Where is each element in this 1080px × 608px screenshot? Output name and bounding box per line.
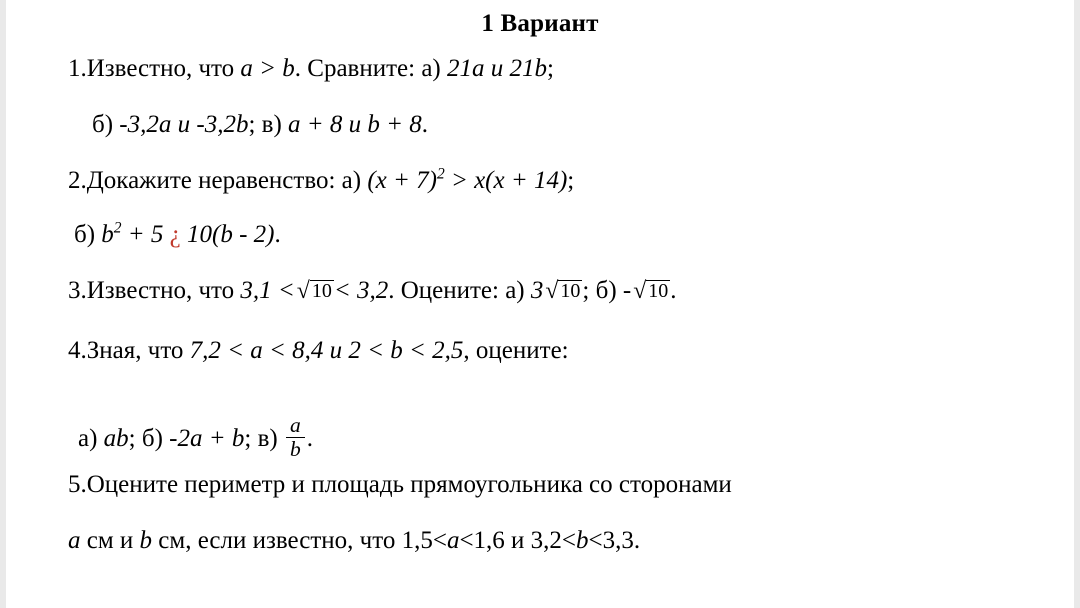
sqrt-radicand-1: 10 xyxy=(311,280,332,302)
task-5-line-1 xyxy=(68,472,732,497)
page-right-edge xyxy=(1074,0,1080,608)
radical-icon: √ xyxy=(296,278,310,304)
task-5-text-2: см, если известно, что 1,5< xyxy=(152,527,447,554)
task-5-text-4: <3,3. xyxy=(588,527,641,554)
sqrt-radicand-3: 10 xyxy=(648,280,669,302)
sqrt-expression-3 xyxy=(631,278,670,304)
task-3-minus: - xyxy=(622,277,632,304)
task-4-text: Зная, что xyxy=(86,337,190,364)
task-5-line-2 xyxy=(68,528,640,553)
task-1-expr-b: 21b xyxy=(509,55,547,82)
task-3-number: 3. xyxy=(68,277,87,304)
task-1v-expr-d: b + 8 xyxy=(367,111,422,138)
page-title: 1 Вариант xyxy=(481,10,599,37)
task-3-end: . xyxy=(670,277,677,304)
task-4-end: , оцените: xyxy=(463,337,569,364)
task-3-less-2: < xyxy=(333,277,357,304)
task-3-text-2: . Оцените: а) xyxy=(388,277,531,304)
task-5-var-b-2: b xyxy=(576,527,589,554)
task-2b-expr: b xyxy=(101,221,114,248)
radical-icon: √ xyxy=(545,278,559,304)
task-5-text: Оцените периметр и площадь прямоугольника со сторонами xyxy=(86,471,732,498)
task-4-and: и xyxy=(323,337,349,364)
document-content xyxy=(8,0,1072,608)
task-2-line-1 xyxy=(68,165,575,194)
fraction-denominator: b xyxy=(289,436,301,461)
task-1-end: ; xyxy=(547,55,554,82)
sqrt-expression-1 xyxy=(295,278,334,304)
task-4-number: 4. xyxy=(68,337,87,364)
task-5-text-1: см и xyxy=(80,527,140,554)
fraction-numerator: a xyxy=(286,414,305,438)
task-1b-label: б) xyxy=(92,111,120,138)
task-4-separator-1: ; б) xyxy=(128,424,170,452)
task-2b-plus: + 5 xyxy=(121,221,170,248)
task-3-text: Известно, что xyxy=(86,277,241,304)
sqrt-expression-2 xyxy=(543,278,582,304)
task-1-number: 1. xyxy=(68,55,87,82)
task-4-separator-2: ; в) xyxy=(244,424,284,452)
fraction-a-over-b xyxy=(286,414,305,460)
task-5-text-3: <1,6 и 3,2< xyxy=(459,527,577,554)
task-4-line-1 xyxy=(68,338,569,363)
task-5-number: 5. xyxy=(68,471,87,498)
task-1b-expr-a: -3,2a xyxy=(119,111,172,138)
task-4-end-2: . xyxy=(306,424,313,452)
task-4b-expr: -2a + b xyxy=(169,424,245,452)
task-2-expr-1: (x + 7) xyxy=(367,167,437,194)
task-5-var-b: b xyxy=(139,527,153,554)
task-2-exponent: 2 xyxy=(436,165,445,183)
task-5-var-a-2: a xyxy=(446,527,460,554)
task-1-and: и xyxy=(484,55,510,82)
task-2-end: ; xyxy=(567,167,575,194)
radical-icon: √ xyxy=(633,278,647,304)
task-2b-expr-2: 10(b - 2) xyxy=(180,221,275,248)
task-1b-end: . xyxy=(421,111,429,138)
task-2-number: 2. xyxy=(68,167,87,194)
task-4a-label: а) xyxy=(78,424,104,452)
page-left-edge xyxy=(0,0,6,608)
task-1-condition: a > b xyxy=(240,55,295,82)
task-2b-exponent: 2 xyxy=(113,219,122,237)
task-1v-and: и xyxy=(342,111,368,138)
task-1-text-a: Известно, что xyxy=(86,55,241,82)
unknown-symbol: ¿ xyxy=(169,221,181,248)
task-3-line-1 xyxy=(68,278,677,304)
task-2-relation: > xyxy=(444,167,475,194)
task-3-value-1: 3,1 xyxy=(240,277,272,304)
task-4-range-a: 7,2 < a < 8,4 xyxy=(189,337,324,364)
task-3-less-1: < xyxy=(271,277,295,304)
task-2-line-2 xyxy=(74,219,281,248)
task-1-line-2 xyxy=(92,112,428,137)
task-1b-separator: ; в) xyxy=(248,111,289,138)
task-3-coefficient: 3 xyxy=(530,277,544,304)
task-3-value-2: 3,2 xyxy=(356,277,389,304)
task-2b-end: . xyxy=(274,221,281,248)
task-2-expr-2: x(x + 14) xyxy=(474,167,568,194)
task-4-range-b: 2 < b < 2,5 xyxy=(348,337,464,364)
task-2b-label: б) xyxy=(74,221,102,248)
task-5-var-a: a xyxy=(68,527,81,554)
task-1-expr-a: 21a xyxy=(447,55,485,82)
task-1b-expr-b: -3,2b xyxy=(196,111,249,138)
task-1-line-1 xyxy=(68,56,554,81)
task-1b-and: и xyxy=(171,111,197,138)
task-4-line-2 xyxy=(78,414,313,460)
task-2-text: Докажите неравенство: а) xyxy=(86,167,368,194)
task-1v-expr-c: a + 8 xyxy=(288,111,343,138)
sqrt-radicand-2: 10 xyxy=(560,280,581,302)
task-1-text-b: . Сравните: а) xyxy=(294,55,447,82)
task-4a-expr: ab xyxy=(103,424,129,452)
task-3-semicolon: ; б) xyxy=(582,277,623,304)
